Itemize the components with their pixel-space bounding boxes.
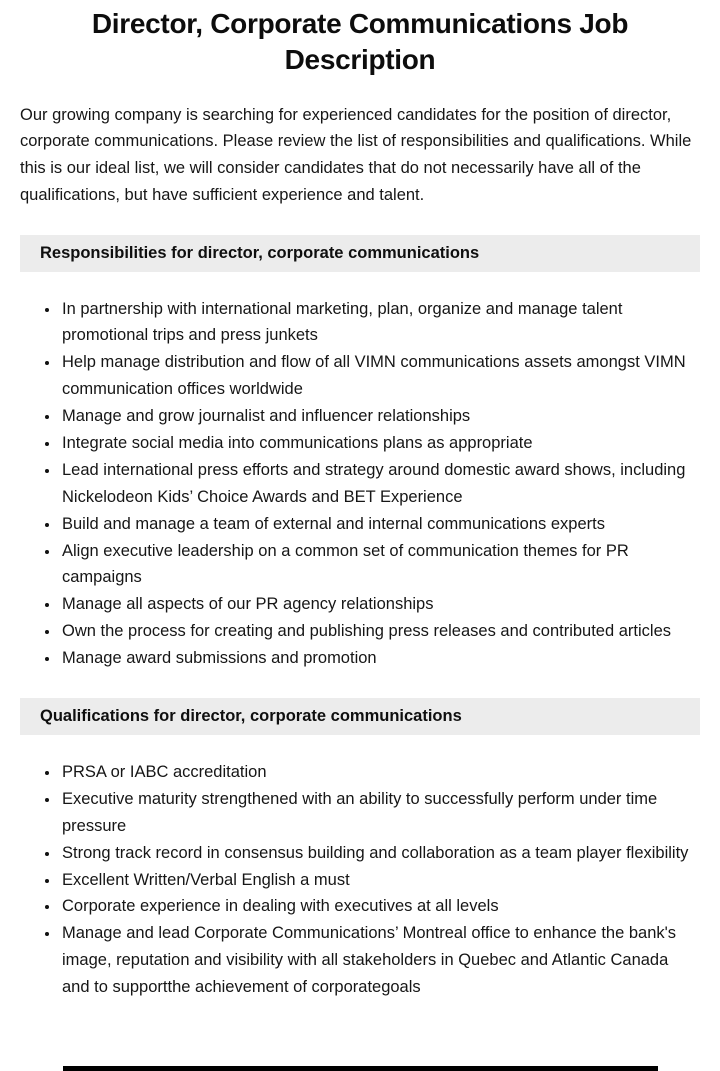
intro-paragraph: Our growing company is searching for experienced candidates for the position of director, corporate communications. Please review the list of responsibilities and qualifications. While this is our ideal list, we will consider candidates that do not necessarily have all of the qualifications, but have sufficient experience and talent. <box>20 105 692 204</box>
list-item: • Help manage distribution and flow of all VIMN communications assets amongst VIMN communication offices worldwide <box>60 349 700 403</box>
list-item: • Strong track record in consensus building and collaboration as a team player flexibility <box>60 840 700 867</box>
list-item: • Executive maturity strengthened with an ability to successfully perform under time pressure <box>60 786 700 840</box>
list-item: • Manage award submissions and promotion <box>60 645 700 672</box>
responsibilities-list <box>20 296 700 672</box>
qualifications-list <box>20 759 700 1001</box>
section-heading-responsibilities <box>20 235 700 272</box>
list-item: • Align executive leadership on a common set of communication themes for PR campaigns <box>60 538 700 592</box>
list-item: • Manage and grow journalist and influencer relationships <box>60 403 700 430</box>
section-heading-responsibilities-label: Responsibilities for director, corporate communications <box>40 243 480 262</box>
page-title: Director, Corporate Communications Job Description <box>91 8 629 75</box>
list-item: • Own the process for creating and publishing press releases and contributed articles <box>60 618 700 645</box>
list-item: • PRSA or IABC accreditation <box>60 759 700 786</box>
section-heading-qualifications <box>20 698 700 735</box>
section-heading-qualifications-label: Qualifications for director, corporate communications <box>40 707 462 725</box>
footer-bar <box>63 1066 658 1071</box>
list-item: • Integrate social media into communications plans as appropriate <box>60 430 700 457</box>
list-item: • Lead international press efforts and strategy around domestic award shows, including Nickelodeon Kids’ Choice Awards and BET Experience <box>60 457 700 511</box>
list-item: • Corporate experience in dealing with executives at all levels <box>60 893 700 920</box>
list-item: • In partnership with international marketing, plan, organize and manage talent promotional trips and press junkets <box>60 296 700 350</box>
job-description-document <box>0 6 720 1071</box>
list-item: • Excellent Written/Verbal English a must <box>60 867 700 894</box>
list-item: • Build and manage a team of external and internal communications experts <box>60 511 700 538</box>
list-item: • Manage all aspects of our PR agency relationships <box>60 591 700 618</box>
list-item: • Manage and lead Corporate Communications’ Montreal office to enhance the bank's image, reputation and visibility with all stakeholders in Quebec and Atlantic Canada and to supportthe achievement of corporategoals <box>60 920 700 1001</box>
